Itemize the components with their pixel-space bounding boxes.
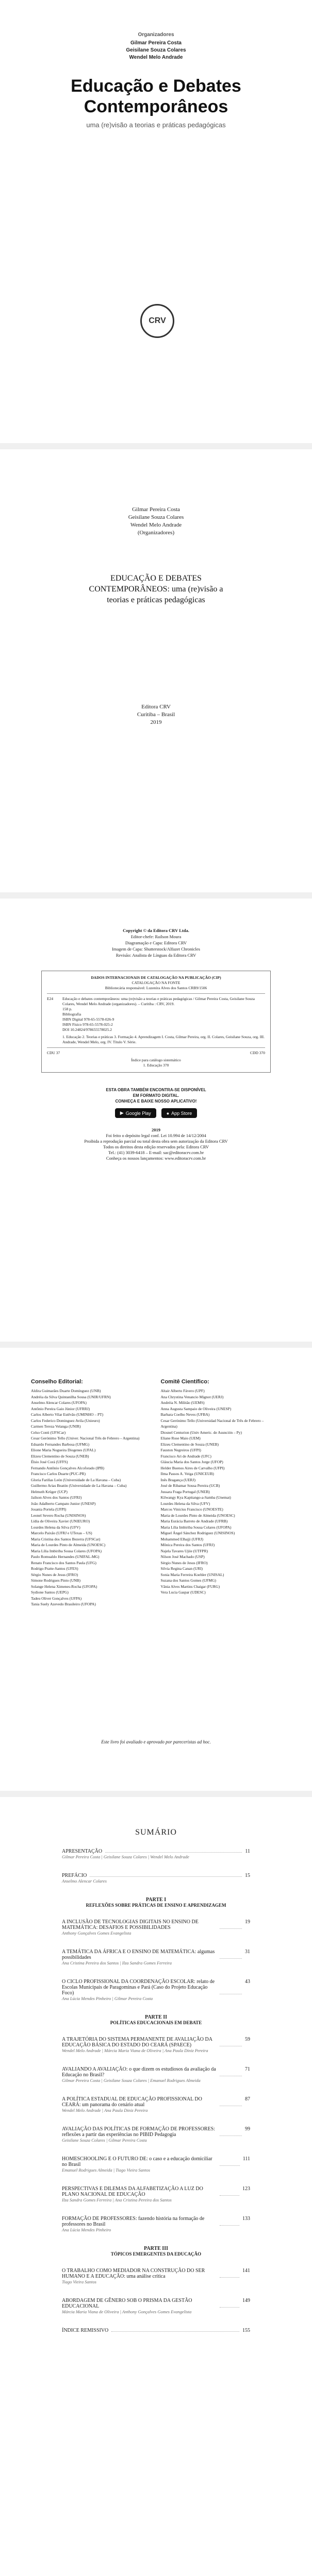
logo-text: CRV (149, 316, 166, 325)
toc-title: SUMÁRIO (135, 1828, 177, 1837)
council-member: Mônica Pereira dos Santos (UFRJ) (160, 1543, 215, 1547)
council-title: Conselho Editorial: (31, 1379, 83, 1385)
toc-entry-title: APRESENTAÇÃO (62, 1849, 103, 1854)
toc-entry[interactable] (62, 1949, 250, 1965)
council-member: Carmen Tereza Velanga (UNIR) (31, 1424, 81, 1429)
council-member: Francisco Carlos Duarte (PUC-PR) (31, 1471, 86, 1476)
catalog-line: 1. Educação 2. Teorias e práticas 3. Formação 4. Aprendizagem I. Costa, Gilmar Pereira, org. II. Colares, Geisilane Souza, org. III. Andrade, Wendel Melo, org. IV. Título V. Série. (62, 1035, 265, 1044)
toc-page-number: 11 (245, 1849, 250, 1854)
author-name: Geisilane Souza Colares (128, 514, 184, 520)
toc-leader (220, 2126, 242, 2136)
toc-leader (105, 1849, 242, 1853)
council-member: Lourdes Helena da Silva (UFV) (31, 1524, 80, 1530)
council-member: Francisco Ari de Andrade (UFC) (160, 1453, 211, 1459)
cover-title (0, 76, 312, 117)
council-member: Maria de Lourdes Pinto de Almeida (UNOESC) (31, 1543, 106, 1547)
council-member: Kilwangy Kya Kapitango-a-Samba (Unemat) (160, 1495, 231, 1500)
toc-page (0, 1797, 312, 2576)
catalog-header: Bibliotecária responsável: Luzenira Alves dos Santos CRB9/1506 (105, 986, 207, 990)
toc-part-title: TÓPICOS EMERGENTES DA EDUCAÇÃO (110, 2251, 202, 2257)
toc-entry-title: ÍNDICE REMISSIVO (62, 2328, 109, 2333)
council-member: Altair Alberto Fávero (UPF) (160, 1388, 205, 1393)
toc-leader (220, 2037, 242, 2046)
council-member: Gláucia Maria dos Santos Jorge (UFOP) (160, 1460, 223, 1464)
catalog-line: Bibliografia (62, 1012, 81, 1016)
toc-entry-title: A TEMÁTICA DA ÁFRICA E O ENSINO DE MATEMÁTICA: algumas possibilidades (62, 1949, 215, 1960)
toc-entry[interactable] (62, 2156, 250, 2173)
cover-subtitle: uma (re)visão a teorias e práticas pedagógicas (86, 121, 226, 129)
copyright-line: Copyright © da Editora CRV Ltda. (123, 928, 189, 933)
legal-line: Todos os direitos desta edição reservados pela: Editora CRV (103, 1144, 209, 1149)
council-member: Maria Lília Imbiriba Sousa Colares (UFOPA) (31, 1548, 102, 1553)
copyright-line: Revisão: Analista de Línguas da Editora CRV (116, 953, 196, 958)
council-member: Gloria Fariñas León (Universidade de La Havana – Cuba) (31, 1477, 121, 1482)
council-member: Carlos Alberto Vilar Estêvão (UMINHO – PT) (31, 1412, 104, 1417)
council-member: Paulo Romualdo Hernandes (UNIFAL-MG) (31, 1554, 100, 1559)
catalog-line: 158 p. (62, 1007, 72, 1011)
toc-entry-title: HOMESCHOOLING E O FUTURO DE: o caso e a educação domiciliar no Brasil (62, 2156, 212, 2167)
play-icon: ▶ (120, 1110, 124, 1115)
council-member: Suzana dos Santos Gomes (UFMG) (160, 1578, 216, 1583)
council-member: Tadeu Oliver Gonçalves (UFPA) (31, 1596, 82, 1601)
toc-part-title: REFLEXÕES SOBRE PRÁTICAS DE ENSINO E APRENDIZAGEM (86, 1903, 226, 1908)
council-member: Antônio Pereira Gaio Júnior (UFRRJ) (31, 1406, 90, 1411)
toc-entry[interactable] (62, 2037, 250, 2053)
council-member: Aldira Guimarães Duarte Domínguez (UNB) (31, 1388, 101, 1393)
council-member: José de Ribamar Sousa Pereira (UCB) (160, 1483, 220, 1488)
legal-block (0, 1127, 312, 1161)
cover-page (0, 0, 312, 443)
toc-entry[interactable] (62, 1849, 250, 1859)
toc-entry-authors: Wendel Melo Andrade | Márcia Maria Viana de Oliveira | Ana Paula Diniz Pereira (62, 2048, 208, 2053)
council-member: Lídia de Oliveira Xavier (UNIEURO) (31, 1519, 90, 1523)
council-member: Josania Portela (UFPI) (31, 1507, 67, 1512)
cover-title-line: Contemporâneos (84, 97, 228, 116)
legal-line: Foi feito o depósito legal conf. Lei 10.994 de 14/12/2004 (106, 1133, 206, 1138)
editorial-council (31, 1379, 152, 1607)
toc-entry[interactable] (62, 1979, 250, 2001)
council-member: Simone Rodrigues Pinto (UNB) (31, 1578, 81, 1583)
toc-entry-authors: Gilmar Pereira Costa | Geisilane Souza Colares | Emanuel Rodrigues Almeida (62, 2078, 201, 2083)
toc-entry-title: AVALIANDO A AVALIAÇÃO: o que dizem os estudiosos da avaliação da Educação no Brasil? (62, 2066, 216, 2078)
council-member: Marcos Vinicius Francisco (UNOESTE) (160, 1507, 223, 1512)
toc-entry-title: FORMAÇÃO DE PROFESSORES: fazendo história na formação de professores no Brasil (62, 2216, 205, 2227)
toc-entry-authors: Wendel Melo Andrade | Ana Paula Diniz Pereira (62, 2108, 148, 2113)
credits-page (0, 899, 312, 1342)
toc-page-number: 19 (245, 1919, 250, 1925)
toc-entry-title: A TRAJETÓRIA DO SISTEMA PERMANENTE DE AVALIAÇÃO DA EDUCAÇÃO BÁSICA DO ESTADO DO CEARÁ (SPAECE) (62, 2037, 212, 2048)
toc-entry[interactable] (62, 2186, 250, 2202)
toc-page-number: 99 (245, 2126, 250, 2132)
toc-part-label: PARTE I (145, 1897, 167, 1903)
store-button-label: App Store (171, 1110, 192, 1116)
catalog-line: ISBN Digital 978-65-5578-026-9 (62, 1017, 114, 1022)
toc-entry-title: O TRABALHO COMO MEDIADOR NA CONSTRUÇÃO DO SER HUMANO E A EDUCAÇÃO: uma análise crítica (62, 2268, 205, 2279)
publisher-logo (140, 304, 174, 338)
toc-leader (220, 1949, 242, 1959)
digital-notice-line: ESTA OBRA TAMBÉM ENCONTRA-SE DISPONÍVEL (106, 1088, 206, 1092)
council-member: Vera Lucia Gaspar (UDESC) (160, 1590, 206, 1595)
council-member: Jailson Alves dos Santos (UFRJ) (31, 1495, 82, 1500)
organizer-name: Geisilane Souza Colares (126, 47, 186, 53)
council-member: Maria Cristina dos Santos Bezerra (UFSCar) (31, 1536, 101, 1541)
index-item: 1. Educação 370 (143, 1063, 169, 1067)
copyright-line: Diagramação e Capa: Editora CRV (125, 940, 187, 945)
toc-entry-authors: Anthony Gonçalves Gomes Evangelista (62, 1930, 132, 1936)
toc-entry-authors: Ana Cristina Pereira dos Santos | Ilza Sandra Gomes Ferreira (62, 1960, 172, 1965)
council-member: Andréia da Silva Quintanilha Sousa (UNIR/UFRN) (31, 1394, 111, 1399)
toc-entry-title: PREFÁCIO (62, 1873, 87, 1878)
toc-leader (220, 1979, 242, 1994)
toc-entry-title: ABORDAGEM DE GÊNERO SOB O PRISMA DA GESTÃO EDUCACIONAL (62, 2298, 192, 2309)
toc-entry-authors: Emanuel Rodrigues Almeida | Tiago Vieira Santos (62, 2167, 151, 2173)
catalog-line: ISBN Físico 978-65-5578-025-2 (62, 1022, 113, 1027)
council-member: Barbara Coelho Neves (UFBA) (160, 1412, 210, 1417)
council-member: Ilma Passos A. Veiga (UNICEUB) (160, 1471, 214, 1476)
council-member: João Adalberto Campato Junior (UNESP) (31, 1501, 96, 1506)
toc-leader (111, 2328, 239, 2332)
toc-entry[interactable] (62, 2066, 250, 2083)
council-member: Marcelo Paixão (UFRJ e UTexas – US) (31, 1531, 92, 1535)
toc-part-label: PARTE II (144, 2014, 168, 2020)
toc-entry-title: PERSPECTIVAS E DILEMAS DA ALFABETIZAÇÃO A LUZ DO PLANO NACIONAL DE EDUCAÇÃO (62, 2186, 203, 2197)
toc-part (62, 1897, 250, 1908)
council-member: Helmuth Krüger (UCP) (31, 1489, 68, 1494)
title-page (0, 449, 312, 892)
council-member: Elizeu Clementino de Souza (UNEB) (31, 1453, 89, 1459)
toc-page-number: 123 (242, 2186, 250, 2192)
toc-entry-authors: Anselmo Alencar Colares (62, 1878, 107, 1884)
toc-entry-title: O CICLO PROFISSIONAL DA COORDENAÇÃO ESCOLAR: relato de Escolas Municipais de Paragominas e Pará (Caso do Projeto Educação Foco) (62, 1979, 215, 1996)
toc-leader (220, 1919, 242, 1929)
cdd-code: CDD 370 (250, 1050, 265, 1055)
council-member: Helder Buenos Aires de Carvalho (UFPI) (160, 1465, 225, 1470)
toc-entry[interactable] (62, 2216, 250, 2232)
council-member: Renato Francisco dos Santos Paula (UFG) (31, 1560, 96, 1565)
toc-entry[interactable] (62, 2268, 250, 2284)
council-member: Guillermo Arias Beatón (Universidade de La Havana – Cuba) (31, 1483, 127, 1488)
council-member: Anselmo Alencar Colares (UFOPA) (31, 1400, 87, 1405)
toc-leader (220, 2216, 239, 2226)
publisher-city: Curitiba – Brasil (137, 711, 175, 718)
toc-part-title: POLÍTICAS EDUCACIONAIS EM DEBATE (110, 2020, 202, 2025)
cdu-code: CDU 37 (47, 1050, 60, 1055)
council-member: Diosnel Centurion (Univ Americ. de Asunción – Py) (160, 1430, 242, 1435)
copyright-block (0, 899, 312, 958)
cover-title-line: Educação e Debates (71, 76, 241, 96)
catalog-card (41, 971, 271, 1073)
council-member: Fauston Negreiros (UFPI) (160, 1448, 201, 1452)
toc-leader (220, 2066, 242, 2076)
council-member: Tania Suely Azevedo Brasileiro (UFOPA) (31, 1602, 96, 1606)
toc-entry-authors: Ana Lúcia Mendes Pinheiro (62, 2227, 111, 2232)
toc-page-number: 133 (242, 2216, 250, 2222)
toc-page-number: 155 (242, 2328, 250, 2333)
council-member: Rodrigo Pratte-Santos (UFES) (31, 1566, 78, 1571)
toc-entry-authors: Márcia Maria Viana de Oliveira | Anthony Gonçalves Gomes Evangelista (62, 2309, 192, 2314)
committee-title: Comitê Científico: (160, 1379, 209, 1385)
title-page-publisher (0, 703, 312, 726)
council-member: Sydione Santos (UEPG) (31, 1590, 69, 1595)
council-member: Vânia Alves Martins Chaigar (FURG) (160, 1584, 220, 1589)
title-page-names (0, 449, 312, 537)
council-member: Sérgio Nunes de Jesus (IFRO) (160, 1560, 208, 1565)
toc-part (62, 2246, 250, 2257)
store-buttons (0, 1108, 312, 1118)
council-member: Anna Augusta Sampaio de Oliveira (UNESP) (160, 1406, 232, 1411)
toc-entry-authors: Gilmar Pereira Costa | Geisilane Souza Colares | Wendel Melo Andrade (62, 1854, 189, 1859)
legal-line: 2019 (152, 1127, 160, 1132)
digital-notice-line: CONHEÇA E BAIXE NOSSO APLICATIVO! (115, 1099, 197, 1104)
toc-page-number: 111 (242, 2156, 250, 2162)
scientific-committee (161, 1379, 282, 1607)
council-member: Najela Tavares Ujiie (UTFPR) (160, 1548, 208, 1553)
toc-page-number: 71 (245, 2066, 250, 2072)
toc-list (62, 1849, 250, 2333)
catalog-header: DADOS INTERNACIONAIS DE CATALOGAÇÃO NA PUBLICAÇÃO (CIP) (91, 975, 221, 980)
council-member: Solange Helena Ximenes-Rocha (UFOPA) (31, 1584, 97, 1589)
council-member: Inês Bragança (UERJ) (160, 1477, 195, 1482)
organizer-name: Gilmar Pereira Costa (130, 40, 182, 46)
toc-part-label: PARTE III (144, 2246, 168, 2251)
toc-page-number: 87 (245, 2096, 250, 2102)
toc-entry-authors: Ana Lúcia Mendes Pinheiro | Gilmar Pereira Costa (62, 1996, 153, 2001)
council-member: Elizeu Clementino de Souza (UNEB) (160, 1442, 219, 1447)
catalog-line: Educação e debates contemporâneos: uma (re)visão a teorias e práticas pedagógicas / Gilmar Pereira Costa, Geisilane Souza Colares, Wendel Melo Andrade (organizadores). – Curitiba : CRV, 2019. (62, 996, 255, 1006)
google-play-button[interactable] (115, 1108, 156, 1118)
toc-entry[interactable] (62, 2126, 250, 2143)
council-member: Maria de Lourdes Pinto de Almeida (UNOESC) (160, 1513, 235, 1518)
council-member: Silvia Regina Canan (URI) (160, 1566, 203, 1571)
apple-icon: ● (166, 1110, 170, 1116)
publisher-year: 2019 (150, 719, 162, 725)
council-member: Lourdes Helena da Silva (UFV) (160, 1501, 210, 1506)
council-member: Míguel Ángel Sánchez Rodriguez (UNISINOS) (160, 1531, 235, 1535)
toc-entry-title: A POLÍTICA ESTADUAL DE EDUCAÇÃO PROFISSIONAL DO CEARÁ: um panorama do cenário atual (62, 2096, 202, 2108)
toc-leader (220, 2298, 239, 2308)
toc-page-number: 141 (242, 2268, 250, 2274)
legal-line: Tel.: (41) 3039-6418 – E-mail: sac@editoracrv.com.br (108, 1150, 204, 1155)
council-member: Leonel Severo Rocha (UNISINOS) (31, 1513, 86, 1518)
toc-entry-title: AVALIAÇÃO DAS POLÍTICAS DE FORMAÇÃO DE PROFESSORES: reflexões a partir das experiências no PIBID Pedagogia (62, 2126, 215, 2138)
toc-page-number: 59 (245, 2037, 250, 2042)
copyright-line: Imagem de Capa: Shutterstock/Alfazet Chronicles (112, 946, 200, 952)
toc-page-number: 31 (245, 1949, 250, 1955)
council-member: Ana Chrystina Venancio Mignot (UERJ) (160, 1394, 224, 1399)
toc-page-number: 15 (245, 1873, 250, 1878)
toc-entry-authors: Tiago Vieira Santos (62, 2279, 96, 2284)
council-member: Mohammed Elhajji (UFRJ) (160, 1536, 203, 1541)
council-member: Nilson José Machado (USP) (160, 1554, 205, 1559)
author-name: Gilmar Pereira Costa (132, 506, 180, 513)
catalog-line: DOI 10.24824/978655578025.2 (62, 1027, 112, 1032)
toc-entry-authors: Ilza Sandra Gomes Ferreira | Ana Cristina Pereira dos Santos (62, 2197, 172, 2202)
toc-entry[interactable] (62, 2328, 250, 2333)
toc-entry[interactable] (62, 1873, 250, 1884)
council-member: Celso Conti (UFSCar) (31, 1430, 66, 1435)
council-member: Jussara Fraga Portugal (UNEB) (160, 1489, 210, 1494)
organizers-note: (Organizadores) (137, 530, 175, 536)
council-member: Élsio José Corá (UFFS) (31, 1460, 68, 1464)
council-member: Sonia Maria Ferreira Koehler (UNISAL) (160, 1572, 224, 1577)
toc-part (62, 2014, 250, 2025)
legal-line: Conheça os nossos lançamentos: www.editoracrv.com.br (106, 1156, 206, 1161)
council-page (0, 1348, 312, 1791)
toc-leader (220, 2156, 240, 2166)
author-name: Wendel Melo Andrade (130, 522, 182, 528)
store-button-label: Google Play (125, 1110, 151, 1116)
council-member: Cesar Gerónimo Tello (Universidad Nacional de Três de Febrero – Argentina) (160, 1418, 264, 1429)
organizer-name: Wendel Melo Andrade (129, 55, 183, 60)
organizers-label: Organizadores (138, 32, 174, 38)
toc-entry[interactable] (62, 2096, 250, 2113)
council-member: Elione Maria Nogueira Diogenes (UFAL) (31, 1448, 96, 1452)
toc-page-number: 149 (242, 2298, 250, 2303)
toc-leader (220, 2268, 239, 2278)
legal-line: Proibida a reprodução parcial ou total desta obra sem autorização da Editora CRV (84, 1139, 228, 1144)
toc-leader (90, 1873, 242, 1877)
council-member: Andréia N. Militão (UEMS) (160, 1400, 205, 1405)
catalog-code: E24 (47, 996, 54, 1001)
council-member: Eliane Rose Maio (UEM) (160, 1436, 201, 1440)
toc-entry[interactable] (62, 2298, 250, 2314)
council-member: Carlos Federico Dominguez Avila (Unieuro) (31, 1418, 100, 1423)
toc-leader (220, 2186, 239, 2196)
toc-entry[interactable] (62, 1919, 250, 1936)
council-member: Maria Lília Imbiriba Sousa Colares (UFOPA) (160, 1524, 232, 1530)
toc-page-number: 43 (245, 1979, 250, 1985)
toc-entry-authors: Geisilane Souza Colares | Gilmar Pereira Costa (62, 2138, 147, 2143)
toc-entry-title: A INCLUSÃO DE TECNOLOGIAS DIGITAIS NO ENSINO DE MATEMÁTICA: DESAFIOS E POSSIBILIDADES (62, 1919, 199, 1930)
title-page-title: EDUCAÇÃO E DEBATES CONTEMPORÂNEOS: uma (re)visão a teorias e práticas pedagógicas (89, 574, 223, 604)
council-member: Sérgio Nunes de Jesus (IFRO) (31, 1572, 78, 1577)
copyright-line: Editor-chefe: Railson Moura (130, 934, 182, 939)
council-member: Maria Eurácia Barreto de Andrade (UFRB) (160, 1519, 228, 1523)
digital-notice (0, 1087, 312, 1104)
council-footer: Este livro foi avaliado e aprovado por pareceristas ad hoc. (101, 1739, 211, 1744)
app-store-button[interactable] (161, 1108, 197, 1118)
catalog-header: CATALOGAÇÃO NA FONTE (132, 980, 180, 985)
organizer-list (0, 40, 312, 61)
council-member: Eduardo Fernandes Barbosa (UFMG) (31, 1442, 90, 1447)
publisher-name: Editora CRV (141, 704, 171, 710)
council-member: Fernando Antônio Gonçalves Alcoforado (IPB) (31, 1465, 105, 1470)
index-label: Índice para catálogo sistemático (131, 1058, 181, 1062)
council-member: Cesar Gerónimo Tello (Univer. Nacional Três de Febrero – Argentina) (31, 1436, 140, 1440)
toc-leader (220, 2096, 242, 2106)
digital-notice-line: EM FORMATO DIGITAL. (133, 1093, 179, 1098)
